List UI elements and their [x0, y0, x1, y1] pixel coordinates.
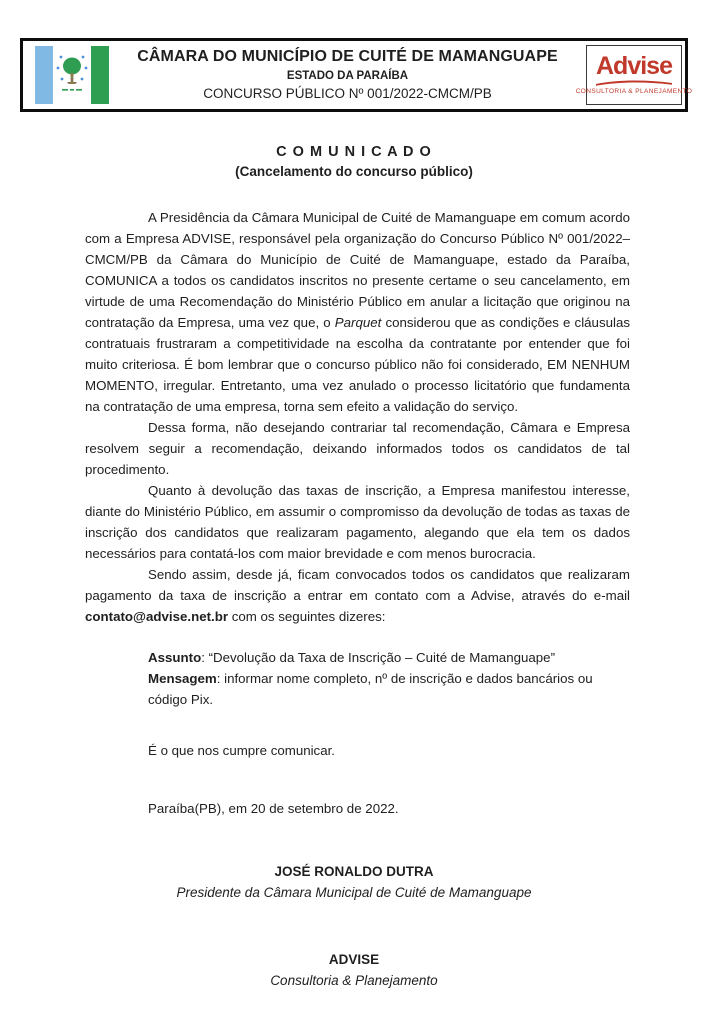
- president-name: JOSÉ RONALDO DUTRA: [274, 864, 434, 879]
- contest-number: CONCURSO PÚBLICO Nº 001/2022-CMCM/PB: [203, 86, 492, 102]
- assunto-line: [148, 647, 630, 668]
- paragraph-1-text: A Presidência da Câmara Municipal de Cuité de Mamanguape em comum acordo com a Empresa ADVISE, responsável pela organização do Concurso Público Nº 001/2022–CMCM/PB da Câmara do Município de Cuité de Mamanguape, estado da Paraíba, COMUNICA a todos os candidatos inscritos no presente certame o seu cancelamento, em virtude de uma Recomendação do Ministério Público em anular a licitação que originou na contratação da Empresa, uma vez que, o: [85, 210, 630, 330]
- president-role: Presidente da Câmara Municipal de Cuité de Mamanguape: [176, 885, 532, 900]
- advise-logo: [575, 45, 693, 105]
- closing-line: É o que nos cumpre comunicar.: [148, 743, 335, 758]
- municipal-flag-icon: [35, 46, 109, 104]
- company-role: Consultoria & Planejamento: [270, 973, 438, 988]
- paragraph-1-continued: considerou que as condições e cláusulas contratuais frustraram a competitividade na escolha da contratante por entender que foi muito criteriosa. É bom lembrar que o concurso público não foi considerado, EM NENHUM MOMENTO, irregular. Entretanto, uma vez anulado o processo licitatório que fundamenta na contratação de uma empresa, torna sem efeito a validação do serviço.: [85, 315, 630, 414]
- company-name: ADVISE: [328, 952, 380, 967]
- date-line: Paraíba(PB), em 20 de setembro de 2022.: [148, 801, 399, 816]
- state-line: ESTADO DA PARAÍBA: [286, 69, 409, 82]
- advise-tagline-text: CONSULTORIA & PLANEJAMENTO: [575, 88, 693, 96]
- president-signature-block: [0, 861, 708, 903]
- letterhead-titles: [109, 48, 586, 101]
- document-body: [85, 207, 630, 819]
- flag-blue-stripe: [35, 46, 53, 104]
- document-title: C O M U N I C A D O: [276, 144, 432, 160]
- paragraph-4: [85, 564, 630, 627]
- paragraph-1: [85, 207, 630, 417]
- mensagem-value: : informar nome completo, nº de inscrição e dados bancários ou código Pix.: [148, 671, 593, 707]
- paragraph-4-continued: com os seguintes dizeres:: [228, 609, 386, 624]
- mensagem-label: Mensagem: [148, 671, 217, 686]
- flag-center-field: [53, 46, 91, 104]
- paragraph-2: Dessa forma, não desejando contrariar tal recomendação, Câmara e Empresa resolvem seguir a recomendação, deixando informados todos os candidatos de tal procedimento.: [85, 420, 630, 477]
- document-subtitle: (Cancelamento do concurso público): [235, 164, 473, 179]
- flag-tree-icon: [54, 49, 90, 101]
- flag-green-stripe: [91, 46, 109, 104]
- parquet-italic-term: Parquet: [334, 315, 382, 330]
- paragraph-4-text: Sendo assim, desde já, ficam convocados todos os candidatos que realizaram pagamento da taxa de inscrição a entrar em contato com a Advise, através do e-mail: [85, 567, 630, 603]
- advise-swoosh-icon: [595, 79, 673, 86]
- paragraph-3: Quanto à devolução das taxas de inscrição, a Empresa manifestou interesse, diante do Ministério Público, em assumir o compromisso da devolução de todas as taxas de inscrição dos candidatos que realizaram pagamento, alegando que ela tem os dados necessários para contatá-los com maior brevidade e com menos burocracia.: [85, 483, 630, 561]
- letterhead: [20, 38, 693, 112]
- company-signature-block: [0, 949, 708, 991]
- email-instructions: [85, 647, 630, 710]
- assunto-label: Assunto: [148, 650, 202, 665]
- contact-email: contato@advise.net.br: [85, 609, 229, 624]
- assunto-value: : “Devolução da Taxa de Inscrição – Cuité de Mamanguape”: [201, 650, 556, 665]
- chamber-title: CÂMARA DO MUNICÍPIO DE CUITÉ DE MAMANGUAPE: [137, 48, 558, 66]
- mensagem-line: [148, 668, 630, 710]
- advise-brand-text: Advise: [596, 51, 672, 80]
